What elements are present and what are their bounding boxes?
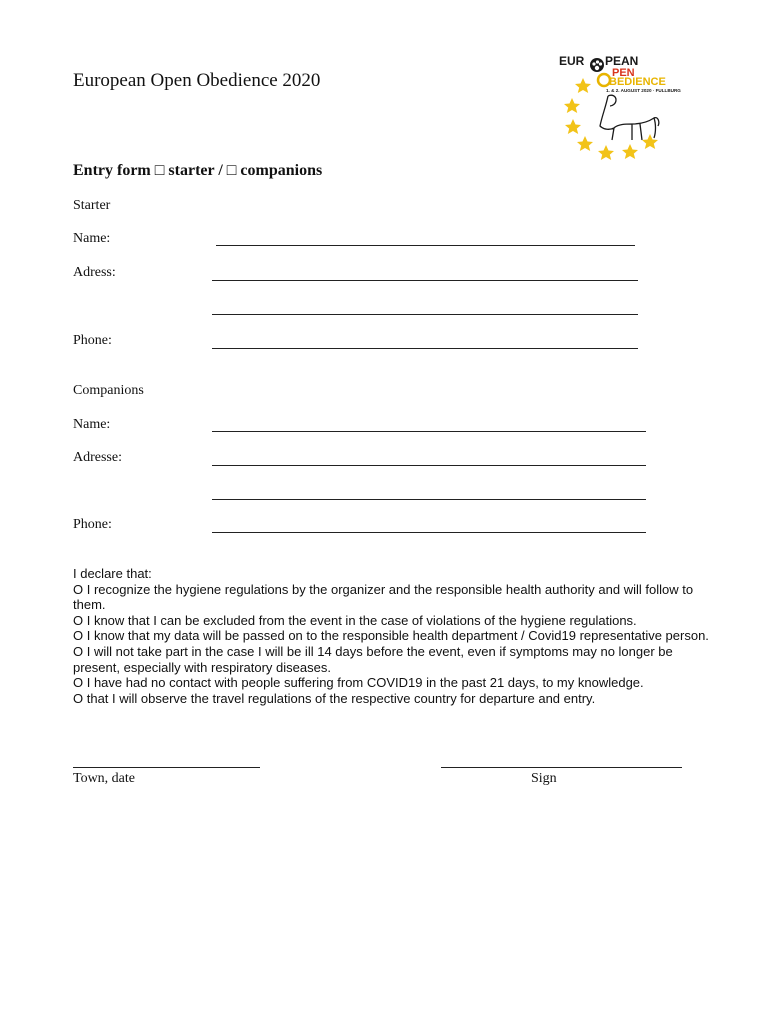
companions-phone-field[interactable] xyxy=(212,532,646,533)
declaration-item[interactable]: O I will not take part in the case I will be ill 14 days before the event, even if symptoms may no longer be present, especially with respiratory diseases. xyxy=(73,643,673,675)
starter-section-label: Starter xyxy=(73,198,111,213)
declaration-item[interactable]: O I recognize the hygiene regulations by the organizer and the responsible health authority and will follow to them. xyxy=(73,581,694,613)
companions-address-field-line1[interactable] xyxy=(212,465,646,466)
declaration-item[interactable]: O that I will observe the travel regulations of the respective country for departure and entry. xyxy=(73,690,596,706)
starter-phone-label: Phone: xyxy=(73,333,112,348)
form-heading: Entry form □ starter / □ companions xyxy=(73,162,323,179)
declaration-block xyxy=(73,566,713,706)
star-icon xyxy=(575,78,591,93)
companions-section-label: Companions xyxy=(73,383,144,398)
star-icon xyxy=(565,119,581,134)
star-icon xyxy=(622,144,638,159)
logo-dates: 1. & 2. AUGUST 2020 · FULLBURG xyxy=(606,88,681,93)
declaration-intro: I declare that: xyxy=(73,566,152,581)
sign-label: Sign xyxy=(531,771,557,786)
dog-outline-icon xyxy=(600,95,659,140)
town-date-field[interactable] xyxy=(73,767,260,768)
companions-name-label: Name: xyxy=(73,417,111,432)
star-icon xyxy=(598,145,614,160)
logo-text-line3: BEDIENCE xyxy=(609,76,666,88)
star-icon xyxy=(642,134,658,149)
companions-address-label: Adresse: xyxy=(73,450,122,465)
star-icon xyxy=(564,98,580,113)
declaration-item[interactable]: O I have had no contact with people suffering from COVID19 in the past 21 days, to my knowledge. xyxy=(73,675,644,691)
starter-address-field-line2[interactable] xyxy=(212,314,638,315)
event-logo-graphic xyxy=(556,50,696,170)
town-date-label: Town, date xyxy=(73,771,136,786)
logo-text-line1: EUR xyxy=(559,54,585,68)
companions-phone-label: Phone: xyxy=(73,517,112,532)
starter-name-label: Name: xyxy=(73,231,111,246)
starter-address-label: Adress: xyxy=(73,265,116,280)
starter-address-field-line1[interactable] xyxy=(212,280,638,281)
declaration-item[interactable]: O I know that I can be excluded from the event in the case of violations of the hygiene regulations. xyxy=(73,612,637,628)
companions-address-field-line2[interactable] xyxy=(212,499,646,500)
document-title: European Open Obedience 2020 xyxy=(73,70,321,91)
companions-name-field[interactable] xyxy=(212,431,646,432)
declaration-item[interactable]: O I know that my data will be passed on to the responsible health department / Covid19 representative person. xyxy=(73,628,709,644)
logo-text-line2: PEN xyxy=(612,67,635,79)
event-logo xyxy=(556,50,696,170)
starter-name-field[interactable] xyxy=(216,245,635,246)
logo-text-line1b: PEAN xyxy=(605,54,639,68)
starter-phone-field[interactable] xyxy=(212,348,638,349)
sign-field[interactable] xyxy=(441,767,682,768)
star-icon xyxy=(577,136,593,151)
